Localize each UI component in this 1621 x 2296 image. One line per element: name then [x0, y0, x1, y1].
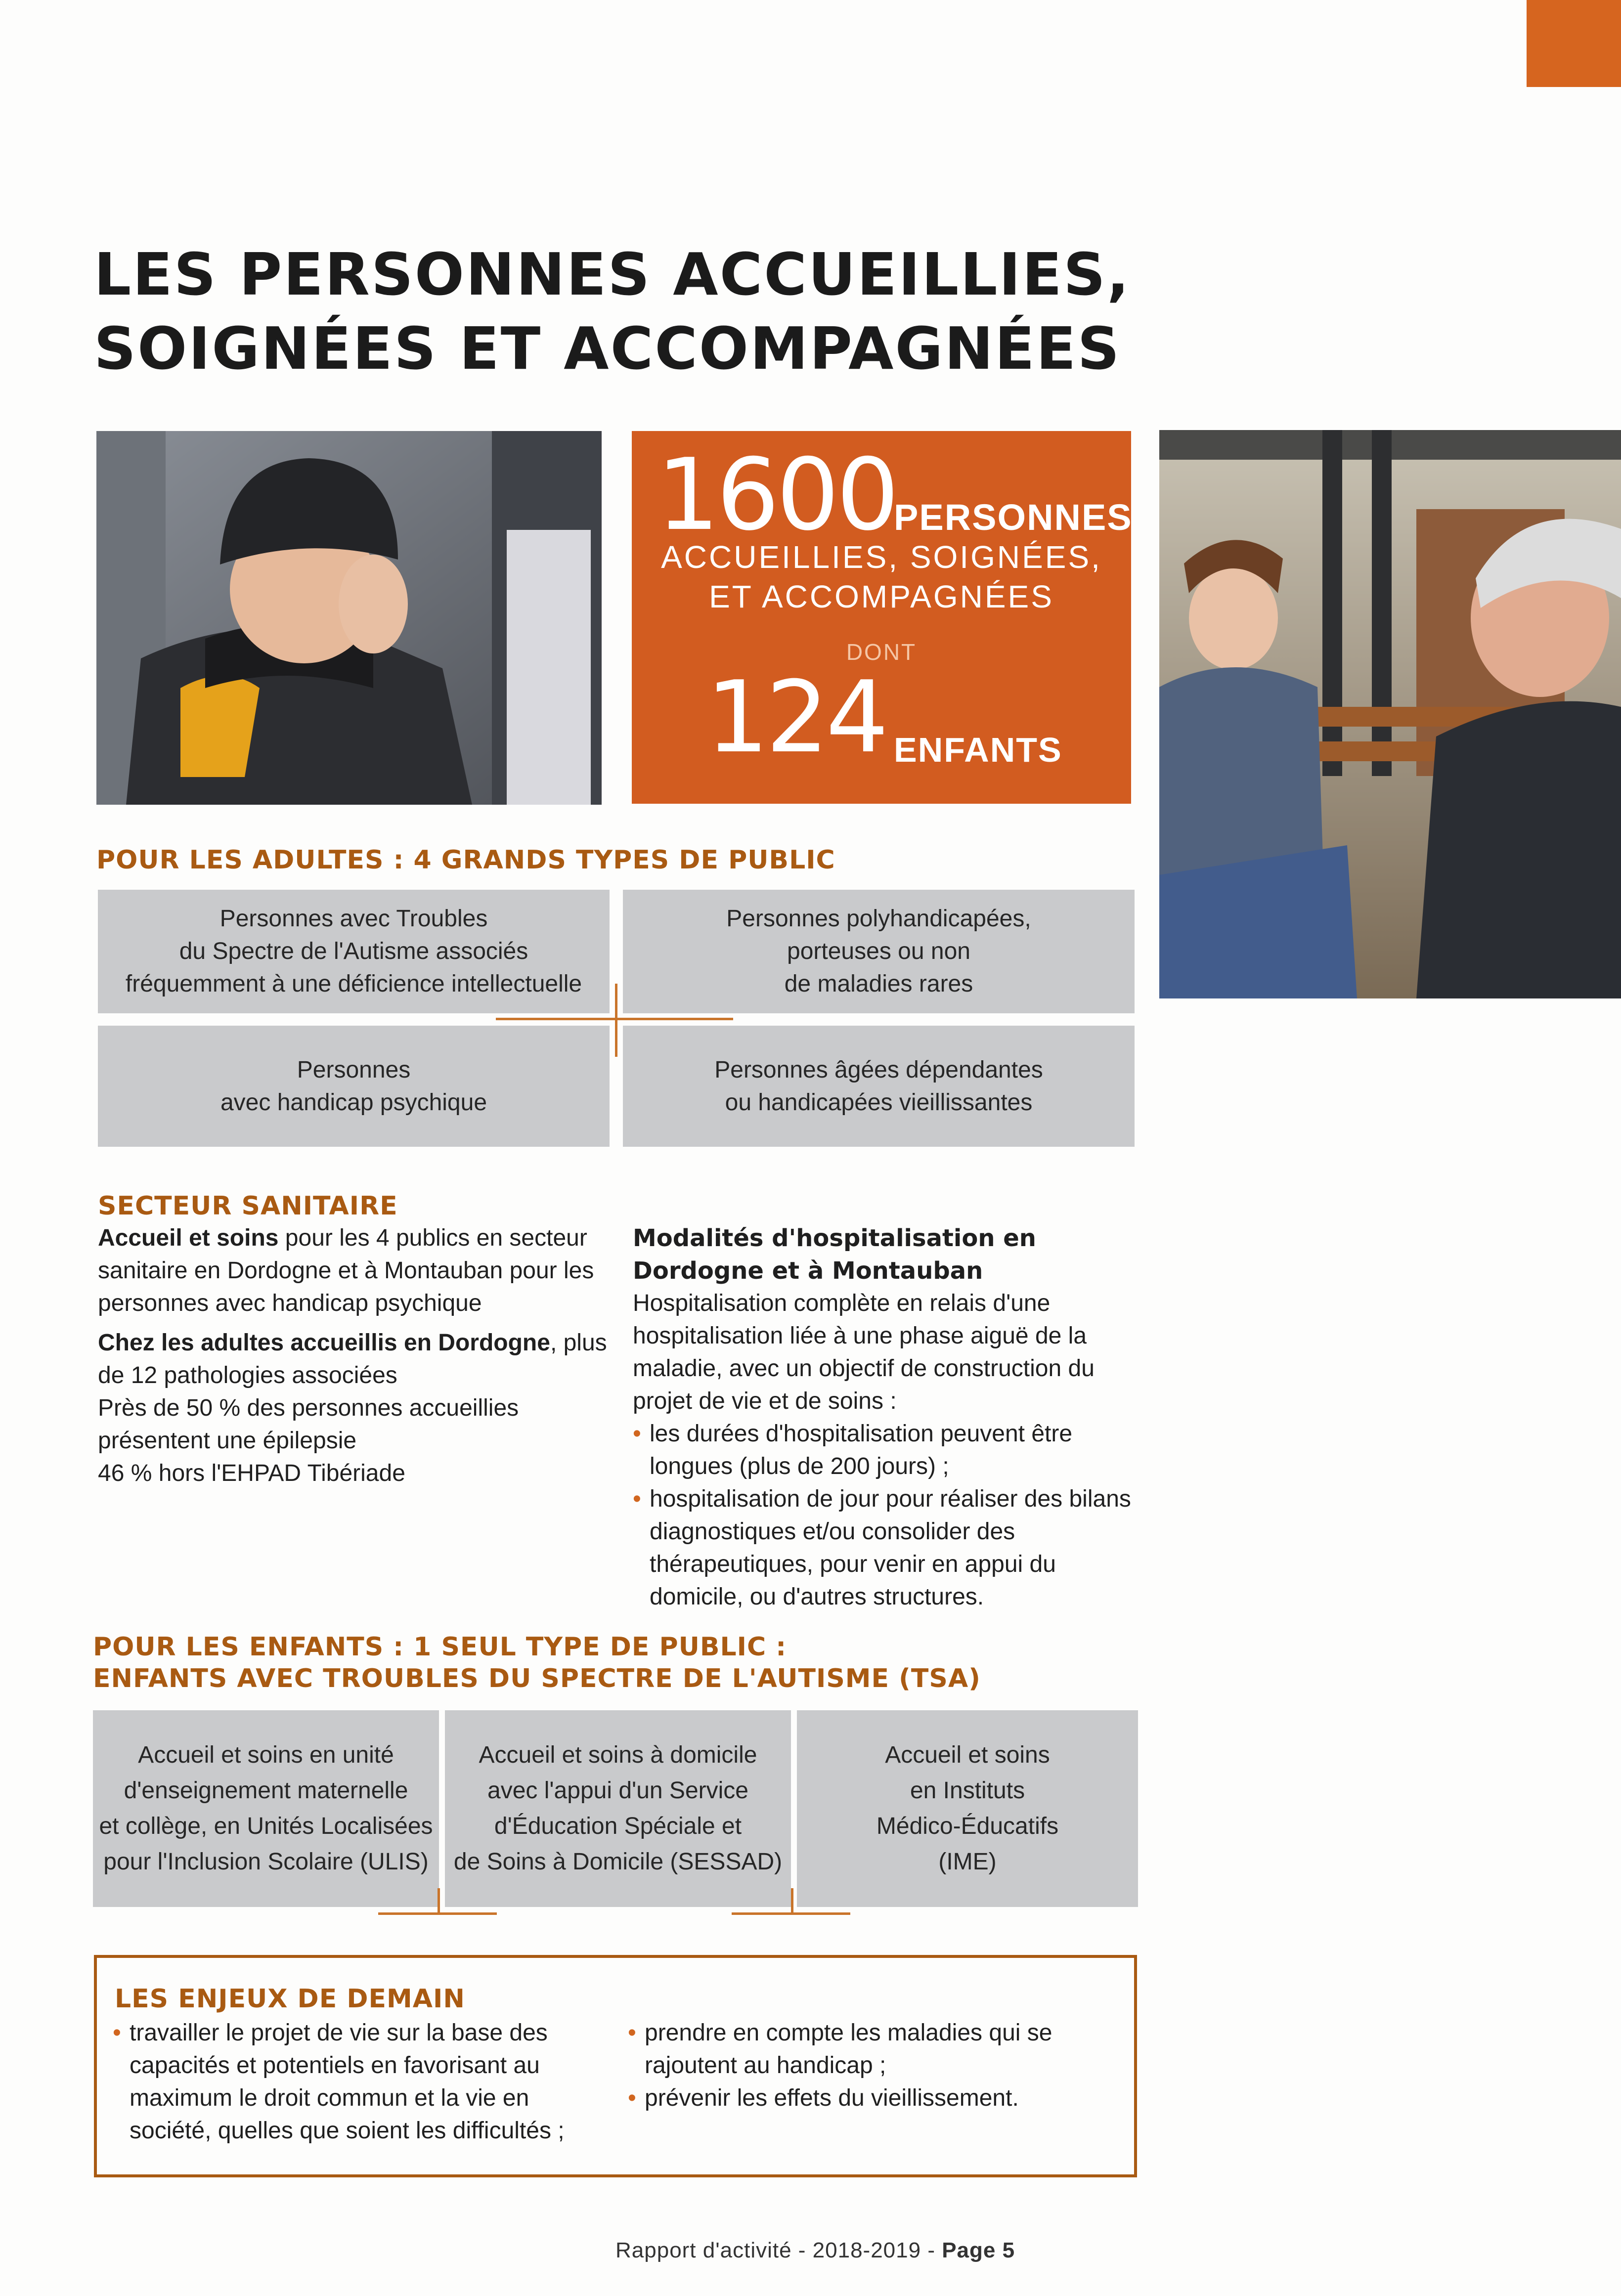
modalites-bullet-1: • les durées d'hospitalisation peuvent être longues (plus de 200 jours) ; [633, 1418, 1137, 1483]
enjeux-heading: LES ENJEUX DE DEMAIN [115, 1984, 465, 2014]
children-heading-line-1: POUR LES ENFANTS : 1 SEUL TYPE DE PUBLIC : [93, 1632, 787, 1662]
footer-text: Rapport d'activité - 2018-2019 - [615, 2238, 942, 2262]
photo-adults-image [1159, 430, 1621, 998]
modalites-block [633, 1222, 1137, 1613]
stat-total-number: 1600 [657, 437, 896, 553]
photo-adults [1159, 430, 1621, 998]
modalites-heading: Modalités d'hospitalisation en Dordogne et à Montauban [633, 1224, 1036, 1285]
modalites-bullet-2: • hospitalisation de jour pour réaliser des bilans diagnostiques et/ou consolider des thérapeutiques, pour venir en appui du domicile, ou d'autres structures. [633, 1483, 1137, 1613]
stat-dont: DONT [846, 639, 917, 665]
sanitaire-p1-bold: Accueil et soins [98, 1225, 279, 1251]
child-boxes-connector-2-v [791, 1888, 793, 1914]
child-box-sessad: Accueil et soins à domicile avec l'appui d'un Service d'Éducation Spéciale et de Soins à Domicile (SESSAD) [445, 1710, 791, 1907]
adults-heading: POUR LES ADULTES : 4 GRANDS TYPES DE PUBLIC [96, 845, 835, 875]
sanitaire-heading: SECTEUR SANITAIRE [98, 1191, 398, 1221]
sanitaire-p1-rest: pour les 4 publics en secteur sanitaire en Dordogne et à Montauban pour les personnes avec handicap psychique [98, 1225, 594, 1316]
adult-box-psychic: Personnes avec handicap psychique [98, 1026, 610, 1147]
modalites-intro: Hospitalisation complète en relais d'une hospitalisation liée à une phase aiguë de la maladie, avec un objectif de construction du projet de vie et de soins : [633, 1290, 1095, 1414]
children-heading-line-2: ENFANTS AVEC TROUBLES DU SPECTRE DE L'AUTISME (TSA) [93, 1664, 981, 1693]
children-heading [93, 1631, 981, 1694]
enjeux-list-left [113, 2017, 602, 2147]
photo-child-image [96, 431, 602, 805]
sanitaire-paragraph-4: 46 % hors l'EHPAD Tibériade [98, 1460, 405, 1486]
enjeux-bullet-1: • travailler le projet de vie sur la base des capacités et potentiels en favorisant au maximum le droit commun et la vie en société, quelles que soient les difficultés ; [113, 2017, 602, 2147]
sanitaire-text [98, 1222, 607, 1490]
title-line-1: LES PERSONNES ACCUEILLIES, [94, 240, 1131, 308]
sanitaire-paragraph-2 [98, 1327, 607, 1392]
title-line-2: SOIGNÉES ET ACCOMPAGNÉES [94, 314, 1121, 383]
stat-children-label: ENFANTS [894, 731, 1062, 769]
adult-box-autism: Personnes avec Troubles du Spectre de l'Autisme associés fréquemment à une déficience intellectuelle [98, 890, 610, 1013]
footer-page-number: Page 5 [942, 2238, 1015, 2262]
stat-sub-label: ACCUEILLIES, SOIGNÉES, ET ACCOMPAGNÉES [661, 539, 1102, 614]
footer [615, 2238, 1015, 2263]
enjeux-list-right [628, 2017, 1117, 2115]
sanitaire-p2-bold: Chez les adultes accueillis en Dordogne [98, 1330, 550, 1356]
sanitaire-p2-rest: , plus de 12 pathologies associées [98, 1330, 607, 1388]
stat-total-label: PERSONNES [894, 497, 1133, 538]
child-box-ulis: Accueil et soins en unité d'enseignement maternelle et collège, en Unités Localisées pour l'Inclusion Scolaire (ULIS) [93, 1710, 439, 1907]
child-boxes-connector-1-v [438, 1888, 440, 1914]
photo-child [96, 431, 602, 805]
corner-tab [1527, 0, 1621, 87]
adult-boxes-cross-h [496, 1018, 733, 1020]
sanitaire-paragraph-3: Près de 50 % des personnes accueillies présentent une épilepsie [98, 1395, 519, 1454]
adult-box-polyhandicap: Personnes polyhandicapées, porteuses ou non de maladies rares [623, 890, 1135, 1013]
stat-block [632, 431, 1131, 804]
stat-children-number: 124 [706, 660, 886, 775]
sanitaire-paragraph-1 [98, 1222, 607, 1320]
adult-box-elderly: Personnes âgées dépendantes ou handicapées vieillissantes [623, 1026, 1135, 1147]
child-box-ime: Accueil et soins en Instituts Médico-Éducatifs (IME) [797, 1710, 1138, 1907]
page-title [94, 237, 1231, 386]
adult-boxes-cross-v [615, 984, 617, 1057]
enjeux-bullet-3: • prévenir les effets du vieillissement. [628, 2082, 1117, 2115]
enjeux-bullet-2: • prendre en compte les maladies qui se rajoutent au handicap ; [628, 2017, 1117, 2082]
modalites-list [633, 1418, 1137, 1613]
